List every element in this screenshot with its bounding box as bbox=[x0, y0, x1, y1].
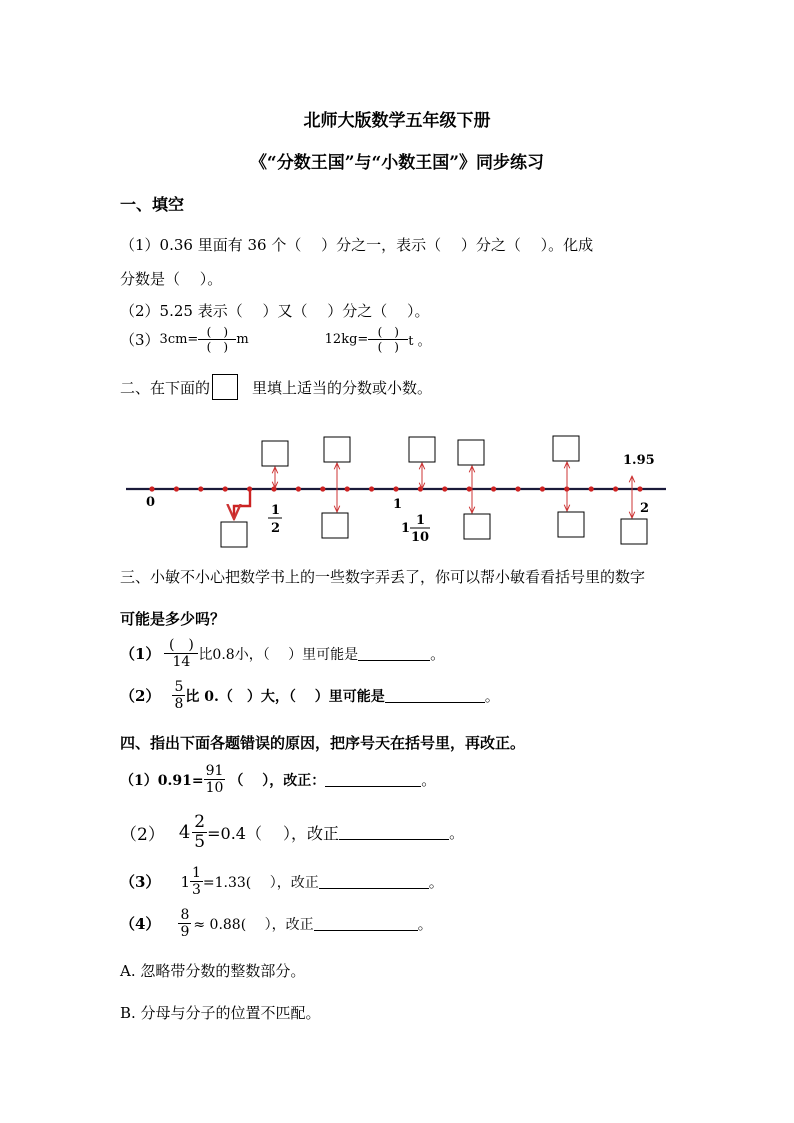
answer-box[interactable] bbox=[558, 512, 584, 537]
answer-box[interactable] bbox=[212, 374, 238, 400]
s1-q3-right-after: t 。 bbox=[408, 334, 431, 349]
tick-dot bbox=[515, 486, 520, 491]
tick-dot bbox=[637, 486, 642, 491]
answer-box[interactable] bbox=[464, 514, 490, 539]
label-two: 2 bbox=[640, 501, 650, 516]
label-one: 1 bbox=[393, 497, 403, 512]
answer-box[interactable] bbox=[553, 436, 579, 461]
fraction-numerator: ( ) bbox=[198, 326, 236, 340]
answer-box[interactable] bbox=[409, 437, 435, 462]
s4-q2-end: 。 bbox=[449, 824, 465, 842]
section-3-heading-b: 可能是多少吗？ bbox=[120, 610, 226, 628]
s4-q1-label: （1）0.91= bbox=[120, 772, 204, 789]
s3-q1-text: 比0.8小，（ ）里可能是 bbox=[198, 646, 359, 663]
s3-q2-label: （2） bbox=[120, 687, 161, 705]
tick-dots bbox=[149, 486, 642, 491]
label-mixed-whole: 1 bbox=[401, 521, 411, 536]
fraction-denominator: 14 bbox=[172, 654, 191, 670]
s4-q3 bbox=[120, 866, 444, 897]
s1-q3-right-unit: 12kg= bbox=[324, 332, 369, 347]
s4-q4-label: （4） bbox=[120, 915, 161, 933]
tick-dot bbox=[149, 486, 154, 491]
answer-box[interactable] bbox=[458, 440, 484, 465]
page-subtitle: 《“分数王国”与“小数王国”》同步练习 bbox=[249, 153, 545, 173]
bent-pointer-arrow bbox=[234, 490, 250, 519]
tick-dot bbox=[491, 486, 496, 491]
section-2-heading bbox=[120, 374, 432, 400]
s3-q1-end: 。 bbox=[430, 645, 446, 663]
fraction-numerator: 91 bbox=[205, 763, 224, 779]
fraction-denominator: ( ) bbox=[206, 340, 229, 354]
tick-dot bbox=[540, 486, 545, 491]
s4-q1-text: （ ），改正： bbox=[229, 772, 326, 789]
s3-q1 bbox=[120, 638, 445, 669]
s2-heading-after: 里填上适当的分数或小数。 bbox=[252, 378, 433, 397]
fraction-numerator: 8 bbox=[180, 907, 190, 923]
answer-blank[interactable] bbox=[314, 916, 418, 931]
label-zero: 0 bbox=[146, 495, 156, 510]
s4-q4-text: ≈ 0.88( ），改正 bbox=[193, 916, 314, 933]
s4-q1 bbox=[120, 764, 436, 795]
s4-q1-fraction bbox=[204, 764, 226, 795]
label-half-den: 2 bbox=[271, 521, 281, 536]
answer-blank[interactable] bbox=[325, 772, 421, 787]
tick-dot bbox=[613, 486, 618, 491]
fraction-denominator: 10 bbox=[205, 780, 224, 796]
fraction-denominator: 8 bbox=[174, 696, 184, 712]
s4-q3-end: 。 bbox=[428, 873, 444, 891]
tick-dot bbox=[345, 486, 350, 491]
tick-dot bbox=[442, 486, 447, 491]
s1-q3-right-fraction bbox=[368, 326, 408, 353]
fraction-numerator: 1 bbox=[191, 865, 201, 881]
section-1-heading: 一、填空 bbox=[120, 195, 185, 214]
tick-dot bbox=[296, 486, 301, 491]
s1-q3-left-after: m bbox=[236, 332, 249, 347]
tick-dot bbox=[589, 486, 594, 491]
s1-q3-left-unit: 3cm= bbox=[159, 332, 199, 347]
s1-q3 bbox=[120, 326, 431, 353]
answer-box[interactable] bbox=[621, 519, 647, 544]
s4-q3-fraction bbox=[190, 866, 203, 897]
tick-dot bbox=[271, 486, 276, 491]
answer-box[interactable] bbox=[221, 522, 247, 547]
answer-box[interactable] bbox=[322, 513, 348, 538]
s4-q2-fraction bbox=[192, 814, 207, 851]
s1-q1-line-a: （1）0.36 里面有 36 个（ ）分之一，表示（ ）分之（ ）。化成 bbox=[120, 236, 594, 254]
s3-q2-end: 。 bbox=[484, 687, 500, 705]
option-b: B. 分母与分子的位置不匹配。 bbox=[120, 1004, 321, 1022]
fraction-denominator: 5 bbox=[194, 832, 206, 852]
s4-q3-text: =1.33( ），改正 bbox=[202, 874, 319, 891]
label-1-95: 1.95 bbox=[623, 453, 655, 468]
s4-q3-label: （3） bbox=[120, 873, 161, 891]
option-a: A. 忽略带分数的整数部分。 bbox=[120, 962, 306, 980]
tick-dot bbox=[369, 486, 374, 491]
s1-q3-label: （3） bbox=[120, 331, 160, 349]
fraction-denominator: 3 bbox=[191, 882, 201, 898]
s3-q2-fraction bbox=[172, 680, 185, 711]
s4-q4-end: 。 bbox=[417, 915, 433, 933]
s4-q3-whole: 1 bbox=[180, 872, 190, 891]
answer-blank[interactable] bbox=[339, 825, 449, 840]
page-title: 北师大版数学五年级下册 bbox=[303, 111, 491, 131]
fraction-denominator: ( ) bbox=[377, 340, 399, 354]
s4-q2 bbox=[120, 814, 464, 851]
fraction-numerator: ( ) bbox=[368, 326, 408, 340]
s4-q4 bbox=[120, 908, 433, 939]
section-4-heading: 四、指出下面各题错误的原因，把序号天在括号里，再改正。 bbox=[120, 734, 526, 752]
answer-blank[interactable] bbox=[358, 646, 430, 661]
s3-q2-text: 比 0.（ ）大，（ ）里可能是 bbox=[185, 688, 385, 705]
s4-q1-end: 。 bbox=[421, 771, 437, 789]
s2-heading-before: 二、在下面的 bbox=[120, 378, 211, 397]
s3-q1-label: （1） bbox=[120, 645, 161, 663]
tick-dot bbox=[467, 486, 472, 491]
fraction-numerator: 5 bbox=[174, 679, 184, 695]
s1-q2: （2）5.25 表示（ ）又（ ）分之（ ）。 bbox=[120, 302, 430, 320]
number-line-figure bbox=[0, 420, 794, 560]
s4-q2-text: =0.4（ ），改正 bbox=[207, 824, 340, 843]
tick-dot bbox=[174, 486, 179, 491]
answer-blank[interactable] bbox=[319, 874, 429, 889]
tick-dot bbox=[393, 486, 398, 491]
label-mixed-num: 1 bbox=[416, 513, 426, 528]
section-3-heading-a: 三、小敏不小心把数学书上的一些数字弄丢了，你可以帮小敏看看括号里的数字 bbox=[120, 568, 646, 586]
fraction-numerator: 2 bbox=[194, 812, 206, 832]
s3-q1-fraction bbox=[164, 638, 198, 669]
fraction-numerator: ( ) bbox=[164, 638, 198, 654]
s4-q4-fraction bbox=[178, 908, 191, 939]
tick-dot bbox=[320, 486, 325, 491]
label-mixed-den: 10 bbox=[411, 530, 430, 545]
label-half-num: 1 bbox=[271, 503, 281, 518]
tick-dot bbox=[198, 486, 203, 491]
s1-q1-line-b: 分数是（ ）。 bbox=[120, 270, 223, 288]
s3-q2 bbox=[120, 680, 500, 711]
s1-q3-left-fraction bbox=[198, 326, 236, 353]
answer-box[interactable] bbox=[262, 441, 288, 466]
s4-q2-whole: 4 bbox=[178, 822, 191, 843]
tick-dot bbox=[223, 486, 228, 491]
fraction-denominator: 9 bbox=[180, 924, 190, 940]
s4-q2-label: （2） bbox=[120, 825, 165, 845]
answer-box[interactable] bbox=[324, 437, 350, 462]
answer-blank[interactable] bbox=[385, 688, 485, 703]
